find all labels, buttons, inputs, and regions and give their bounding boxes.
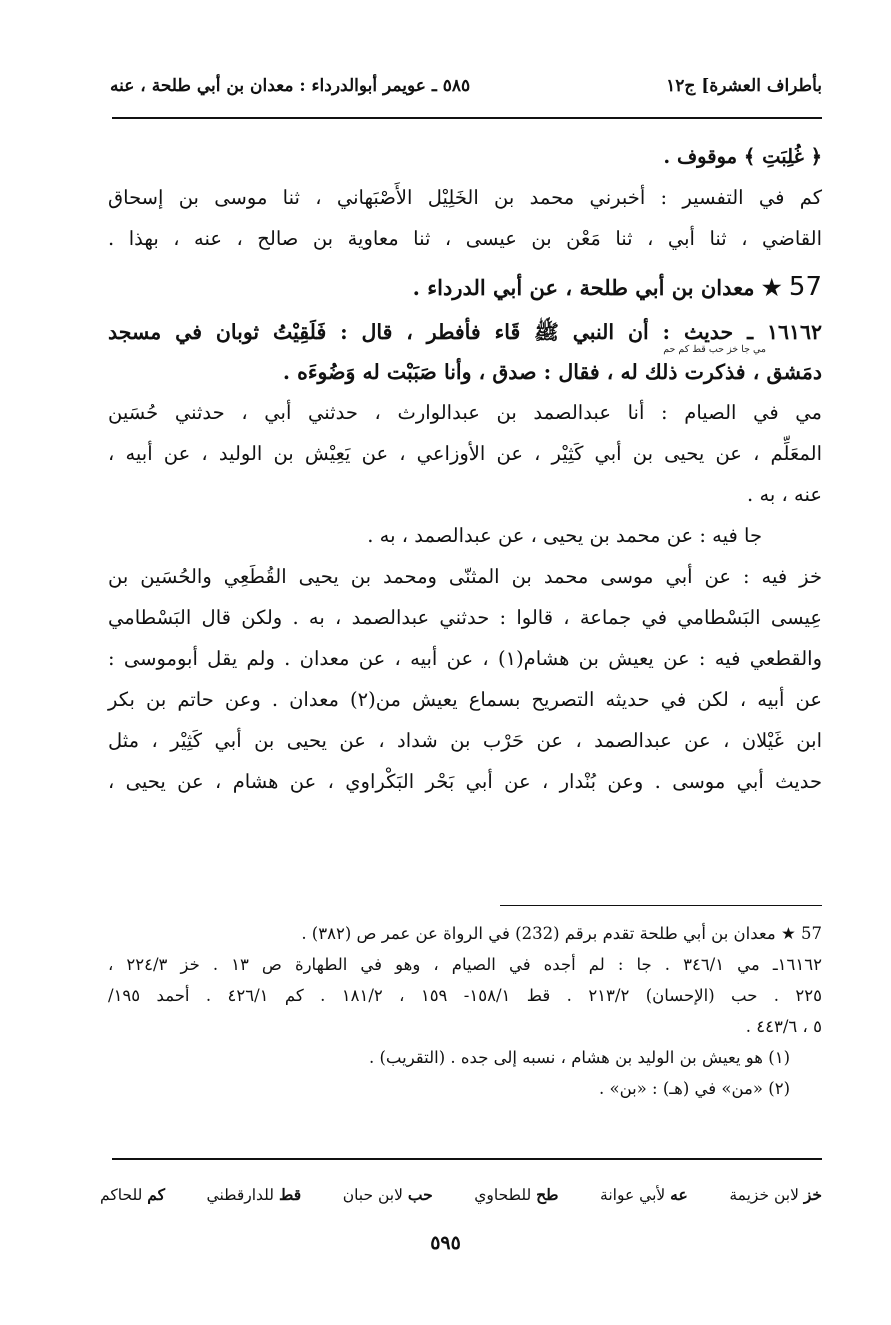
abbreviation-item: حب لابن حبان bbox=[342, 1184, 433, 1204]
text-line-2: كم في التفسير : أخبرني محمد بن الخَلِيْل الأَصْبَهاني ، ثنا موسى بن إسحاق bbox=[108, 186, 822, 209]
abbreviation-item: كم للحاكم bbox=[100, 1184, 165, 1204]
main-text bbox=[108, 136, 822, 802]
footnote-hadith-line-3: ٥ ، ٤٤٣/٦ . bbox=[745, 1017, 822, 1036]
hadith-line-2: دمَشق ، فذكرت ذلك له ، فقال : صدق ، وأنا صَبَبْت له وَضُوءَه . bbox=[282, 360, 822, 384]
header-right: بأطراف العشرة] ج١٢ bbox=[666, 76, 822, 96]
text-line-3: القاضي ، ثنا أبي ، ثنا مَعْن بن عيسى ، ثنا معاوية بن صالح ، عنه ، بهذا . bbox=[108, 227, 822, 250]
para2-line: جا فيه : عن محمد بن يحيى ، عن عبدالصمد ، به . bbox=[367, 524, 762, 547]
hadith-line-1: ١٦١٦٢ ـ حديث : أن النبي ﷺ قَاء فأفطر ، قال : فَلَقِيْتُ ثوبان في مسجد bbox=[108, 320, 822, 344]
page-number: ٥٩٥ bbox=[430, 1232, 461, 1254]
abbreviations-key bbox=[100, 1176, 822, 1212]
footnote-note-2: (٢) «من» في (هـ) : «بن» . bbox=[598, 1079, 790, 1098]
footnote-section: 57 ★ معدان بن أبي طلحة تقدم برقم (232) في الرواة عن عمر ص (٣٨٢) . bbox=[301, 924, 822, 943]
footnote-rule bbox=[500, 905, 822, 906]
footnote-hadith-line-1: ١٦١٦٢ـ مي ٣٤٦/١ . جا : لم أجده في الصيام ، وهو في الطهارة ص ١٣ . خز ٢٢٤/٣ ، bbox=[108, 955, 822, 974]
section-title: معدان بن أبي طلحة ، عن أبي الدرداء . bbox=[412, 275, 755, 300]
para3-line-2: عِيسى البَسْطامي في جماعة ، قالوا : حدثني عبدالصمد ، به . ولكن قال البَسْطامي bbox=[108, 606, 822, 629]
star-icon: ★ bbox=[761, 275, 782, 301]
section-number: 57 bbox=[788, 272, 822, 302]
abbreviation-item: عه لأبي عوانة bbox=[600, 1184, 688, 1204]
hadith-sources: مي جا خز حب قط كم حم bbox=[663, 344, 766, 355]
para1-line-1: مي في الصيام : أنا عبدالصمد بن عبدالوارث ، حدثني أبي ، حدثني حُسَين bbox=[108, 401, 822, 424]
header-rule bbox=[112, 117, 822, 119]
abbreviation-item: طح للطحاوي bbox=[474, 1184, 559, 1204]
para3-line-3: والقطعي فيه : عن يعيش بن هشام(١) ، عن أبيه ، عن معدان . ولم يقل أبوموسى : bbox=[108, 647, 822, 670]
footnote-note-1: (١) هو يعيش بن الوليد بن هشام ، نسبه إلى جده . (التقريب) . bbox=[368, 1048, 790, 1067]
para1-line-3: عنه ، به . bbox=[747, 483, 822, 506]
header-left: ٥٨٥ ـ عويمر أبوالدرداء : معدان بن أبي طلحة ، عنه bbox=[110, 76, 471, 96]
para3-line-6: حديث أبي موسى . وعن بُنْدار ، عن أبي بَحْر البَكْراوي ، عن هشام ، عن يحيى ، bbox=[108, 770, 822, 793]
para3-line-5: ابن غَيْلان ، عن عبدالصمد ، عن حَرْب بن شداد ، عن يحيى بن أبي كَثِيْر ، مثل bbox=[108, 729, 822, 752]
abbreviation-item: خز لابن خزيمة bbox=[729, 1184, 822, 1204]
section-heading bbox=[108, 263, 822, 312]
footnotes bbox=[108, 918, 822, 1104]
text-line-1: ﴿ غُلِبَتِ ﴾ موقوف . bbox=[663, 145, 822, 168]
abbreviations-rule bbox=[112, 1158, 822, 1160]
para3-line-4: عن أبيه ، لكن في حديثه التصريح بسماع يعيش من(٢) معدان . وعن حاتم بن بكر bbox=[108, 688, 822, 711]
running-header bbox=[110, 68, 822, 104]
para3-line-1: خز فيه : عن أبي موسى محمد بن المثنّى ومحمد بن يحيى القُطَعِي والحُسَين بن bbox=[108, 565, 822, 588]
abbreviation-item: قط للدارقطني bbox=[206, 1184, 302, 1204]
footnote-hadith-line-2: ٢٢٥ . حب (الإحسان) ٢١٣/٢ . قط ١٥٨/١- ١٥٩ ، ١٨١/٢ . كم ٤٢٦/١ . أحمد ١٩٥/ bbox=[108, 986, 822, 1005]
para1-line-2: المعَلِّم ، عن يحيى بن أبي كَثِيْر ، عن الأوزاعي ، عن يَعِيْش بن الوليد ، عن أبيه ، bbox=[108, 442, 822, 465]
